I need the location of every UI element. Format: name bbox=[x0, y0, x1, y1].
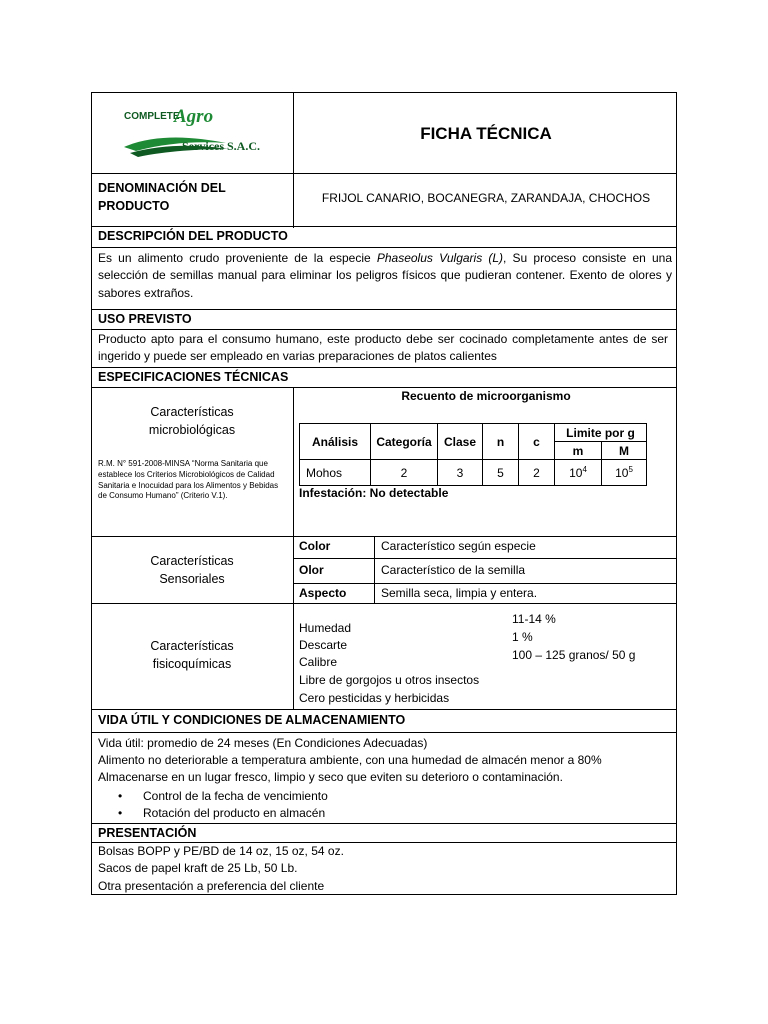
micro-table bbox=[299, 423, 647, 486]
rule bbox=[92, 536, 676, 537]
specs-heading: ESPECIFICACIONES TÉCNICAS bbox=[98, 370, 289, 384]
description-part2: , Su proceso consiste en una selección de semillas manual para eliminar los peligros físicos que pudieran contener. Exento de olores y sabores extraños. bbox=[98, 251, 672, 300]
presentation-line: Bolsas BOPP y PE/BD de 14 oz, 15 oz, 54 oz. bbox=[98, 844, 344, 858]
micro-col-categoria: Categoría bbox=[371, 424, 438, 460]
description-text bbox=[98, 250, 672, 302]
sensory-value-color: Característico según especie bbox=[381, 539, 536, 553]
micro-table-title: Recuento de microorganismo bbox=[401, 389, 571, 403]
logo-brand: Agro bbox=[174, 106, 214, 127]
micro-M-base: 10 bbox=[615, 466, 629, 480]
micro-cell-categoria: 2 bbox=[371, 460, 438, 486]
presentation-line: Otra presentación a preferencia del cliente bbox=[98, 879, 325, 893]
description-part1: Es un alimento crudo proveniente de la especie bbox=[98, 251, 377, 265]
presentation-heading: PRESENTACIÓN bbox=[98, 826, 197, 840]
bullet-text: Control de la fecha de vencimiento bbox=[143, 789, 328, 803]
micro-table-row bbox=[300, 460, 647, 486]
micro-norm: R.M. N° 591-2008-MINSA “Norma Sanitaria que establece los Criterios Microbiológicos de Calidad Sanitaria e Inocuidad para los Alimentos y Bebidas de Consumo Humano” (Criterio V.1). bbox=[98, 459, 279, 501]
micro-cell-analisis: Mohos bbox=[300, 460, 371, 486]
denomination-label: DENOMINACIÓN DEL PRODUCTO bbox=[98, 181, 226, 214]
physchem-label: Características fisicoquímicas bbox=[150, 639, 234, 672]
bullet: • bbox=[118, 789, 123, 803]
micro-col-m: m bbox=[555, 442, 602, 460]
sensory-col-divider bbox=[374, 536, 375, 604]
micro-m-exp: 4 bbox=[582, 465, 587, 474]
list-item bbox=[118, 805, 328, 822]
shelf-life-bullets bbox=[118, 788, 328, 822]
micro-cell-M bbox=[602, 460, 647, 486]
list-item bbox=[118, 788, 328, 805]
logo-line1: COMPLETE bbox=[124, 111, 180, 122]
description-species: Phaseolus Vulgaris (L) bbox=[376, 251, 504, 265]
sensory-attr-aspecto: Aspecto bbox=[299, 586, 347, 600]
sensory-attr-olor: Olor bbox=[299, 563, 324, 577]
bullet-text: Rotación del producto en almacén bbox=[143, 806, 326, 820]
micro-cell-c: 2 bbox=[519, 460, 555, 486]
rule bbox=[92, 329, 676, 330]
physchem-value: 11-14 % bbox=[512, 612, 556, 626]
micro-col-n: n bbox=[483, 424, 519, 460]
rule bbox=[293, 558, 676, 559]
micro-cell-clase: 3 bbox=[438, 460, 483, 486]
physchem-value: 100 – 125 granos/ 50 g bbox=[512, 648, 636, 662]
micro-col-analisis: Análisis bbox=[300, 424, 371, 460]
rule bbox=[92, 709, 676, 710]
description-heading: DESCRIPCIÓN DEL PRODUCTO bbox=[98, 229, 288, 243]
rule bbox=[92, 247, 676, 248]
micro-col-M: M bbox=[602, 442, 647, 460]
intended-use-heading: USO PREVISTO bbox=[98, 312, 192, 326]
micro-label: Características microbiológicas bbox=[148, 405, 236, 438]
micro-col-c: c bbox=[519, 424, 555, 460]
header-divider bbox=[293, 93, 294, 228]
rule bbox=[92, 226, 676, 227]
shelf-life-heading: VIDA ÚTIL Y CONDICIONES DE ALMACENAMIENTO bbox=[98, 713, 406, 727]
sensory-label: Características Sensoriales bbox=[150, 554, 234, 587]
shelf-life-line: Almacenarse en un lugar fresco, limpio y seco que eviten su deterioro o contaminación. bbox=[98, 770, 563, 784]
shelf-life-line: Alimento no deteriorable a temperatura ambiente, con una humedad de almacén menor a 80% bbox=[98, 753, 602, 767]
micro-cell-n: 5 bbox=[483, 460, 519, 486]
sensory-value-olor: Característico de la semilla bbox=[381, 563, 526, 577]
page-title: FICHA TÉCNICA bbox=[420, 124, 552, 143]
denomination-value: FRIJOL CANARIO, BOCANEGRA, ZARANDAJA, CHOCHOS bbox=[321, 191, 651, 205]
infestation-note: Infestación: No detectable bbox=[299, 486, 449, 500]
rule bbox=[92, 173, 676, 174]
shelf-life-line: Vida útil: promedio de 24 meses (En Condiciones Adecuadas) bbox=[98, 736, 428, 750]
micro-col-limit: Limite por g bbox=[555, 424, 647, 442]
rule bbox=[92, 603, 676, 604]
sensory-value-aspecto: Semilla seca, limpia y entera. bbox=[381, 586, 538, 600]
micro-m-base: 10 bbox=[569, 466, 583, 480]
presentation-line: Sacos de papel kraft de 25 Lb, 50 Lb. bbox=[98, 861, 298, 875]
rule bbox=[92, 823, 676, 824]
rule bbox=[92, 732, 676, 733]
physchem-item: Descarte bbox=[299, 638, 348, 652]
rule bbox=[92, 367, 676, 368]
micro-col-clase: Clase bbox=[438, 424, 483, 460]
micro-table-header-row bbox=[300, 424, 647, 442]
rule bbox=[92, 387, 676, 388]
company-logo bbox=[116, 107, 276, 157]
physchem-item: Calibre bbox=[299, 655, 338, 669]
rule bbox=[293, 583, 676, 584]
sensory-attr-color: Color bbox=[299, 539, 331, 553]
bullet: • bbox=[118, 806, 123, 820]
logo-line2: Services S.A.C. bbox=[182, 139, 260, 153]
rule bbox=[92, 309, 676, 310]
technical-sheet bbox=[91, 92, 677, 895]
physchem-value: 1 % bbox=[512, 630, 533, 644]
micro-cell-m bbox=[555, 460, 602, 486]
physchem-item: Libre de gorgojos u otros insectos bbox=[299, 673, 480, 687]
intended-use-text: Producto apto para el consumo humano, este producto debe ser cocinado completamente antes de ser ingerido y puede ser empleado en varias preparaciones de platos calientes bbox=[98, 332, 668, 363]
physchem-item: Humedad bbox=[299, 621, 352, 635]
rule bbox=[92, 842, 676, 843]
micro-M-exp: 5 bbox=[628, 465, 633, 474]
specs-divider bbox=[293, 387, 294, 709]
physchem-item: Cero pesticidas y herbicidas bbox=[299, 691, 450, 705]
